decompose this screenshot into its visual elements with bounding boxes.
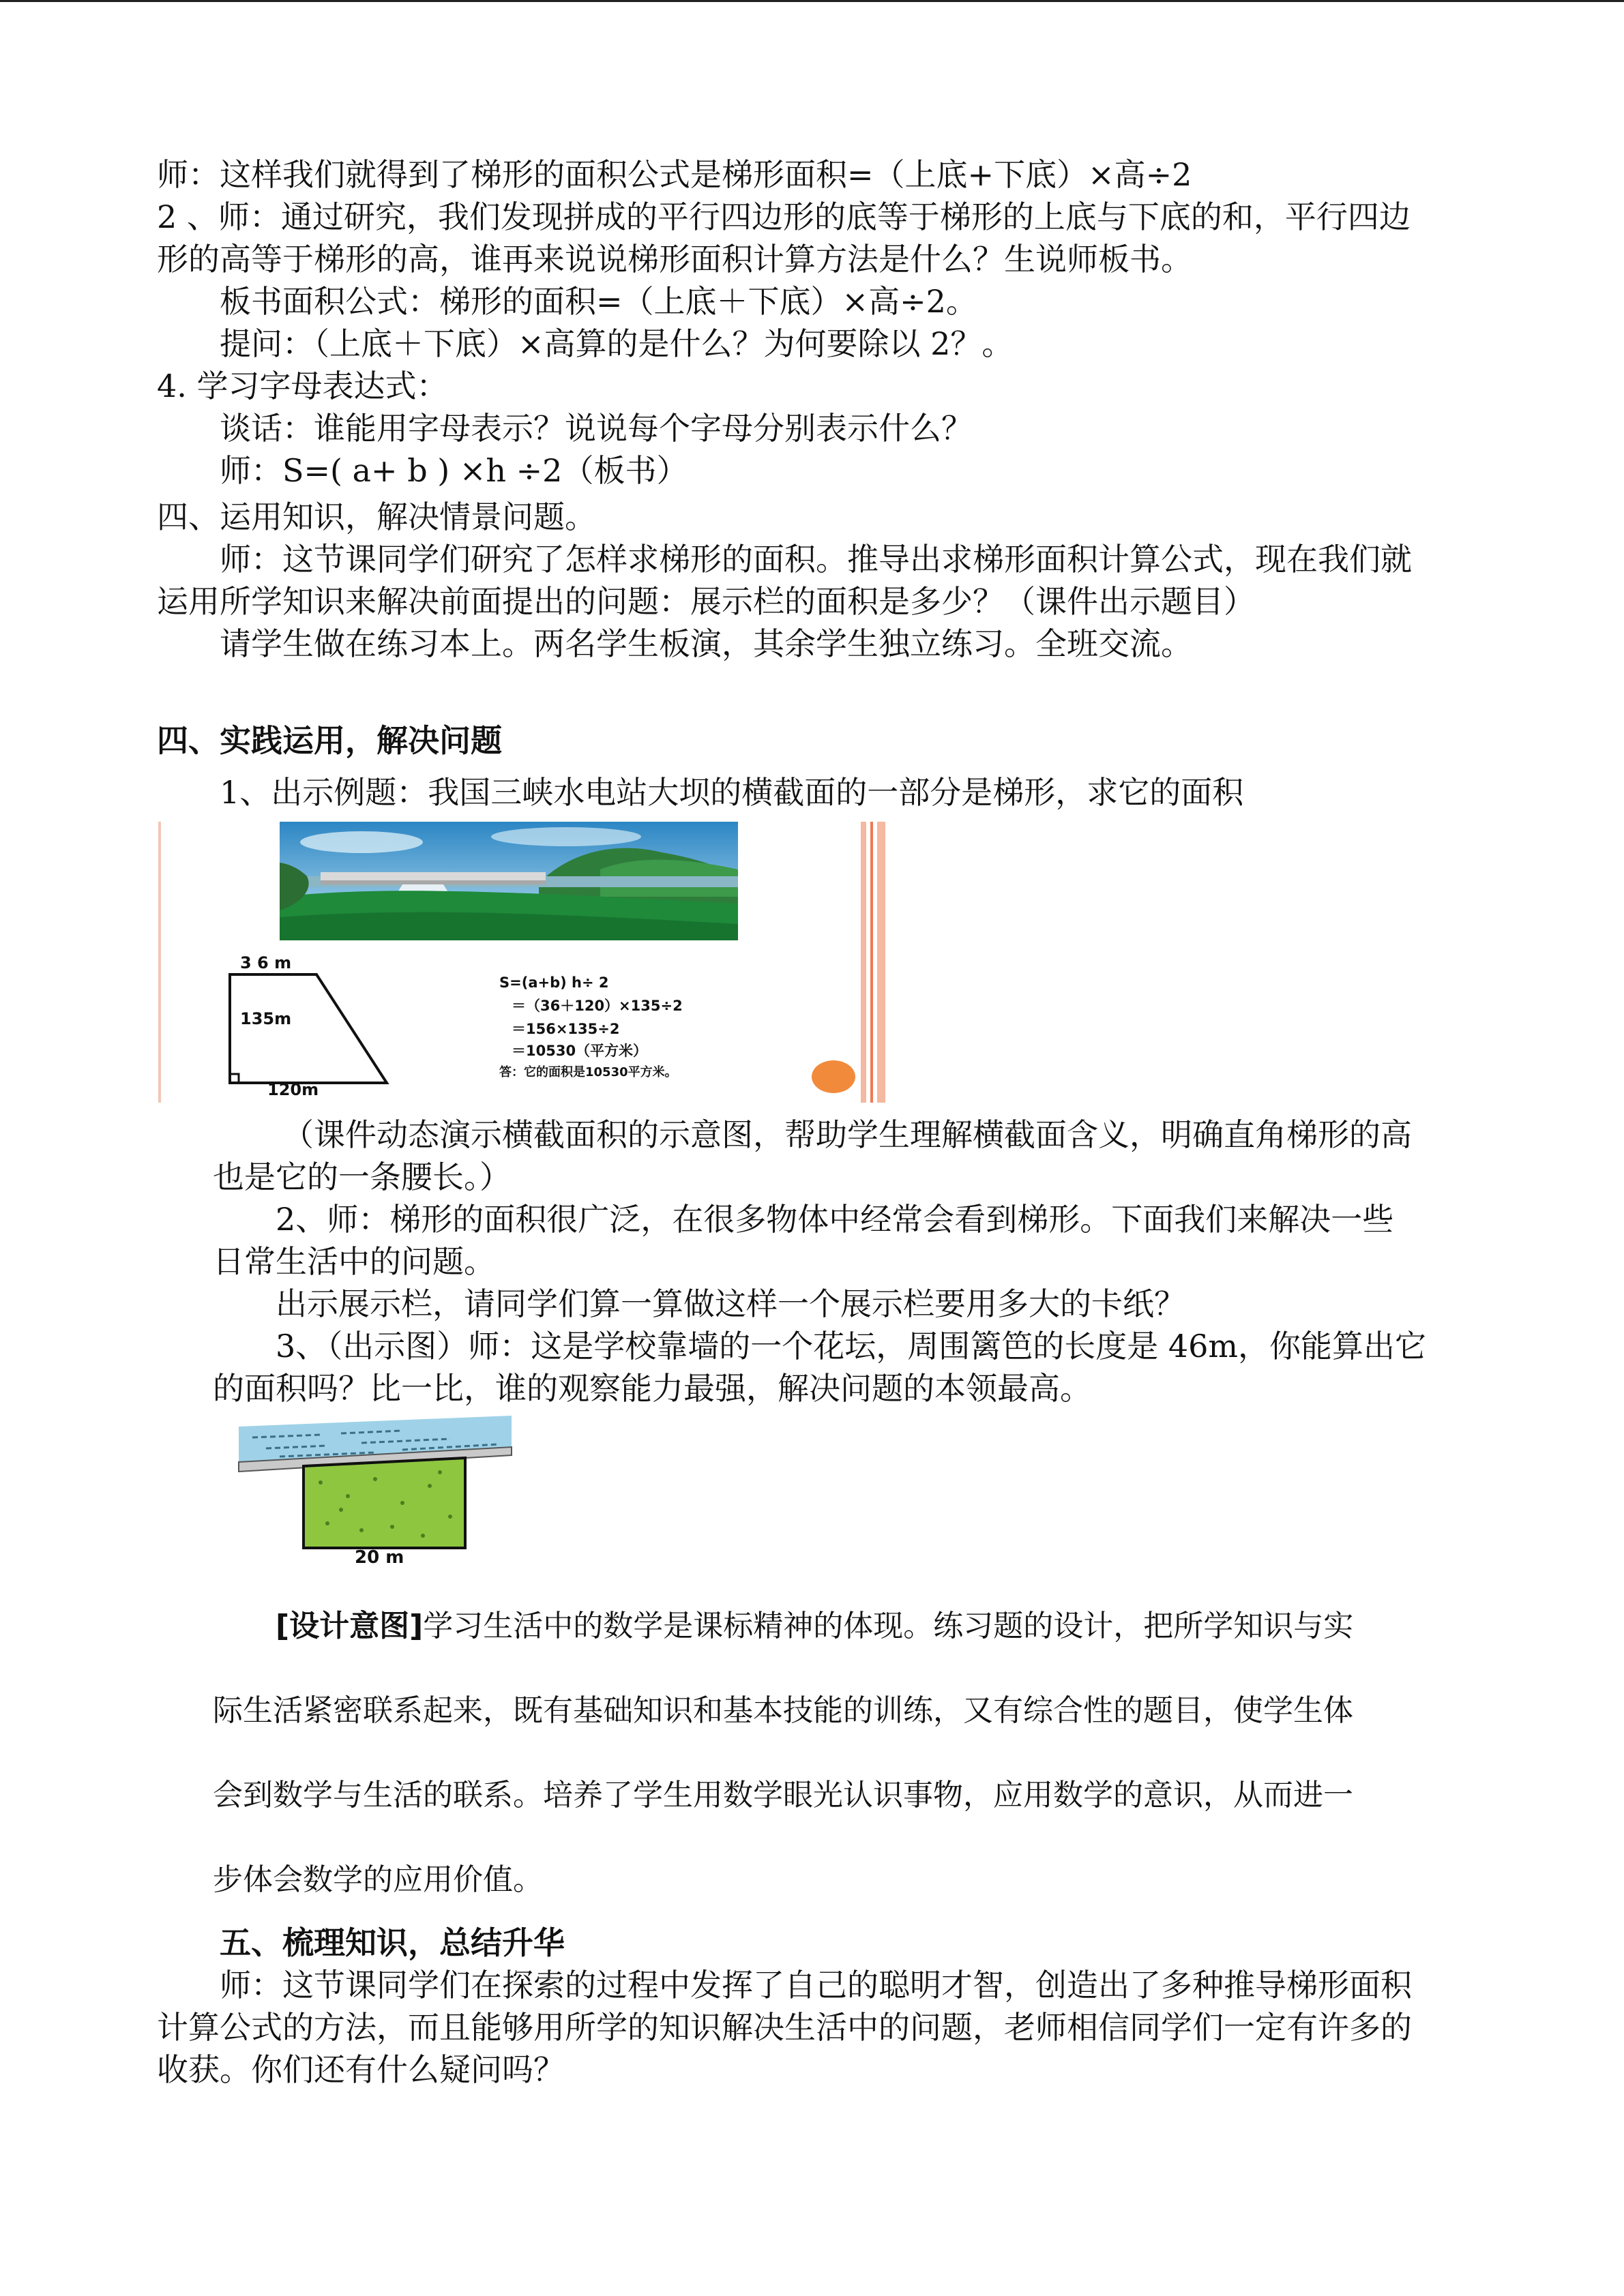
design-intent-line-3: 会到数学与生活的联系。培养了学生用数学眼光认识事物，应用数学的意识，从而进一 bbox=[213, 1778, 1353, 1813]
dam-cross-section-figure bbox=[158, 822, 888, 1103]
decorative-stripe bbox=[870, 822, 873, 1103]
bottom-base-label: 120m bbox=[267, 1080, 319, 1099]
formula-answer: 答：它的面积是10530平方米。 bbox=[499, 1065, 677, 1079]
text-line-problem-3: 3、（出示图）师：这是学校靠墙的一个花坛，周围篱笆的长度是 46m，你能算出它 bbox=[276, 1328, 1427, 1365]
text-line-problem-2: 2、师：梯形的面积很广泛，在很多物体中经常会看到梯形。下面我们来解决一些 bbox=[276, 1201, 1394, 1238]
design-intent-tag: [设计意图] bbox=[276, 1609, 424, 1643]
formula-line: ＝（36＋120）×135÷2 bbox=[512, 998, 683, 1014]
section-heading-summary: 五、梳理知识，总结升华 bbox=[220, 1924, 565, 1961]
figure-frame-left bbox=[158, 822, 161, 1103]
design-intent-line-2: 际生活紧密联系起来，既有基础知识和基本技能的训练，又有综合性的题目，使学生体 bbox=[213, 1693, 1353, 1728]
text-line-example: 1、出示例题：我国三峡水电站大坝的横截面的一部分是梯形，求它的面积 bbox=[220, 774, 1244, 811]
formula-line: ＝156×135÷2 bbox=[512, 1021, 620, 1037]
text-line-3: 形的高等于梯形的高，谁再来说说梯形面积计算方法是什么？生说师板书。 bbox=[157, 241, 1192, 278]
text-line-summary-3: 收获。你们还有什么疑问吗？ bbox=[157, 2051, 565, 2088]
text-line-7: 谈话：谁能用字母表示？说说每个字母分别表示什么？ bbox=[220, 410, 973, 447]
text-line-9: 四、运用知识，解决情景问题。 bbox=[157, 498, 596, 535]
decorative-stripe bbox=[861, 822, 866, 1103]
top-base-label: 3 6 m bbox=[240, 953, 292, 972]
text-line-display-board: 出示展示栏，请同学们算一算做这样一个展示栏要用多大的卡纸？ bbox=[276, 1285, 1185, 1322]
text-line-12: 请学生做在练习本上。两名学生板演，其余学生独立练习。全班交流。 bbox=[220, 625, 1192, 662]
orange-dot bbox=[812, 1060, 855, 1093]
page-top-border bbox=[0, 0, 1624, 2]
text-line-animation-note: （课件动态演示横截面积的示意图，帮助学生理解横截面含义，明确直角梯形的高 bbox=[282, 1116, 1412, 1153]
text-line-problem-2b: 日常生活中的问题。 bbox=[213, 1243, 495, 1280]
text-line-1: 师：这样我们就得到了梯形的面积公式是梯形面积=（上底+下底）×高÷2 bbox=[157, 156, 1192, 193]
text-line-6: 4. 学习字母表达式： bbox=[157, 368, 448, 404]
decorative-stripe bbox=[877, 822, 885, 1103]
design-intent-text: 学习生活中的数学是课标精神的体现。练习题的设计，把所学知识与实 bbox=[423, 1609, 1354, 1643]
dam-photo bbox=[280, 822, 738, 940]
formula-block bbox=[499, 973, 854, 1103]
text-line-11: 运用所学知识来解决前面提出的问题：展示栏的面积是多少？（课件出示题目） bbox=[157, 583, 1255, 620]
text-line-problem-3b: 的面积吗？比一比，谁的观察能力最强，解决问题的本领最高。 bbox=[213, 1370, 1091, 1407]
text-line-4: 板书面积公式：梯形的面积=（上底＋下底）×高÷2。 bbox=[220, 283, 977, 320]
formula-line: ＝10530（平方米） bbox=[512, 1043, 648, 1059]
text-line-summary-1: 师：这节课同学们在探索的过程中发挥了自己的聪明才智，创造出了多种推导梯形面积 bbox=[220, 1967, 1412, 2003]
text-line-5: 提问：（上底＋下底）×高算的是什么？为何要除以 2？。 bbox=[220, 325, 1014, 362]
design-intent-line-4: 步体会数学的应用价值。 bbox=[213, 1862, 543, 1897]
formula-line: S=(a+b) h÷ 2 bbox=[499, 974, 609, 991]
flower-bed-base-label: 20 m bbox=[355, 1547, 404, 1568]
section-heading-practice: 四、实践运用，解决问题 bbox=[157, 722, 502, 759]
text-line-summary-2: 计算公式的方法，而且能够用所学的知识解决生活中的问题，老师相信同学们一定有许多的 bbox=[157, 2009, 1412, 2046]
text-line-10: 师：这节课同学们研究了怎样求梯形的面积。推导出求梯形面积计算公式，现在我们就 bbox=[220, 541, 1412, 578]
design-intent-line-1 bbox=[276, 1605, 1353, 1648]
text-line-8: 师：S=( a+ b ) ×h ÷2（板书） bbox=[220, 452, 688, 489]
height-label: 135m bbox=[240, 1009, 292, 1028]
text-line-animation-note-2: 也是它的一条腰长。） bbox=[213, 1159, 511, 1195]
text-line-2: 2 、师：通过研究，我们发现拼成的平行四边形的底等于梯形的上底与下底的和，平行四边 bbox=[157, 198, 1411, 235]
